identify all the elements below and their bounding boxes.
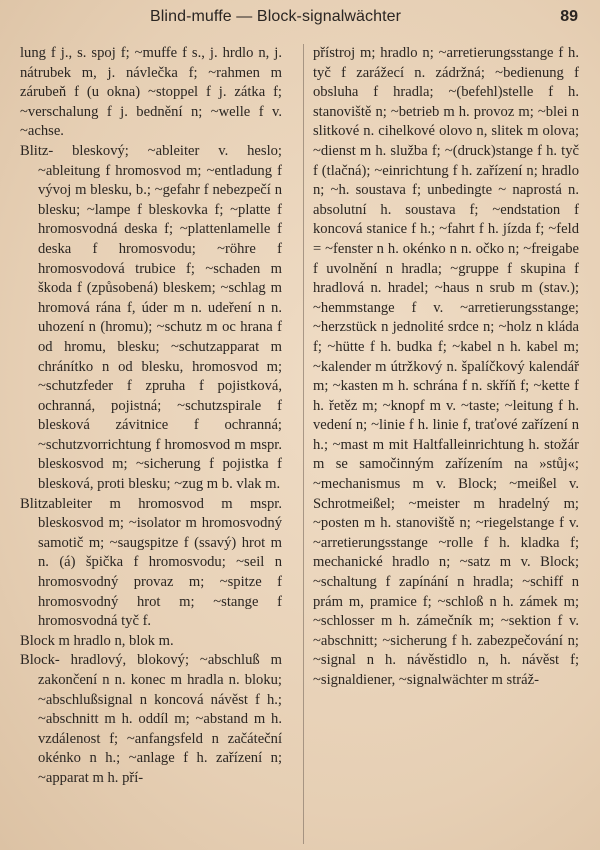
- entry-text: lung f j., s. spoj f; ~muffe f s., j. hrdlo n, j. nátrubek m, j. návlečka f; ~rahmen m zárubeň f (u okna) ~stoppel f j. zátka f; ~verschalung f j. bednění n; ~welle f v. ~achse.: [20, 45, 282, 140]
- entry-text: Block m hradlo n, blok m.: [20, 632, 174, 649]
- entry-text: přístroj m; hradlo n; ~arretierungsstange f h. tyč f zarážecí n. zádržná; ~bedienung f obsluha f hradla; ~(befehl)stelle f h. stanoviště n; ~betrieb m h. provoz m; ~blei n slitkové n. cihelkové olovo n, slitek m olova; ~dienst m h. služba f; ~(druck)stange f h. tyč f (tlačná); ~einrichtung f h. zařízení n; hradlo n; ~h. soustava f; unbedingte ~ naprostá n. absolutní h. soustava f; ~endstation f koncová stanice f h.; ~fahrt f h. jízda f; ~feld = ~fenster n h. okénko n n. očko n; ~freigabe f uvolnění n hradla; ~gruppe f skupina f hradlová n. hradel; ~haus n srub m (stav.); ~hemmstange f v. ~arretierungsstange; ~herzstück n jednolité srdce n; ~holz n kláda f; ~hütte f h. budka f; ~kabel n h. kabel m; ~kalender m útržkový n. špalíčkový kalendář m; ~kasten m h. schrána f n. skříň f; ~kette f h. řetěz m; ~knopf m v. ~taste; ~leitung f h. vedení n; ~linie f h. linie f, traťové zařízení n h.; ~mast m mit Haltfalleinrichtung h. stožár m se samočinným zařízením na »stůj«; ~mechanismus m v. Block; ~meißel v. Schrotmeißel; ~meister m hradelný m; ~posten m h. stanoviště n; ~riegelstange f v. ~arretierungsstange ~rolle f h. kladka f; mechanické hradlo n; ~satz m v. Block; ~schaltung f zapínání n hradla; ~schiff n prám m, pramice f; ~schloß n h. zámek m; ~schlosser m h. zámečník m; ~sektion f v. ~abschnitt; ~sicherung f h. zabezpečování n; ~signal n h. návěstidlo n, h. návěst f; ~signaldiener, ~signalwächter m stráž-: [313, 45, 579, 688]
- entry-text: Blitz- bleskový; ~ableiter v. heslo; ~ableitung f hromosvod m; ~entladung f vývoj m blesku, b.; ~gefahr f nebezpečí n blesku; ~lampe f bleskovka f; ~platte f hromosvodná deska f; ~plattenlamelle f deska f hromosvodu; ~röhre f hromosvodová trubice f; ~schaden m škoda f (způsobená) bleskem; ~schlag m hromová rána f, úder m n. udeření n n. uhození n (hromu); ~schutz m oc hrana f od hromu, blesku; ~schutzapparat m chránítko n od blesku, hromosvod m; ~schutzfeder f zpruha f pojistková, ochranná, pojistná; ~schutzspirale f blesková závitnice f ochranná; ~schutzvorrichtung f hromosvod m mspr. bleskosvod m; ~sicherung f pojistka f blesková, proti blesku; ~zug m b. vlak m.: [20, 142, 282, 493]
- page-number: 89: [560, 8, 578, 25]
- running-head: Blind-muffe — Block-signalwächter: [150, 8, 402, 25]
- entry-text: Block- hradlový, blokový; ~abschluß m zakončení n n. konec m hradla n. bloku; ~abschlußsignal n koncová návěst f h.; ~abschnitt m h. oddíl m; ~abstand m h. vzdálenost f; ~anfangsfeld n začáteční okénko n h.; ~anlage f h. zařízení n; ~apparat m h. pří-: [20, 652, 282, 786]
- column-divider: [303, 44, 304, 844]
- left-column: [20, 44, 282, 789]
- page-header: [0, 6, 600, 30]
- entry-text: Blitzableiter m hromosvod m mspr. bleskosvod m; ~isolator m hromosvodný samotič m; ~saugspitze f (ssavý) hrot m n. (á) špička f hromosvodu; ~seil n hromosvodný provaz m; ~spitze f hromosvodný hrot m; ~stange f hromosvodná tyč f.: [20, 495, 282, 630]
- right-column: [313, 44, 579, 691]
